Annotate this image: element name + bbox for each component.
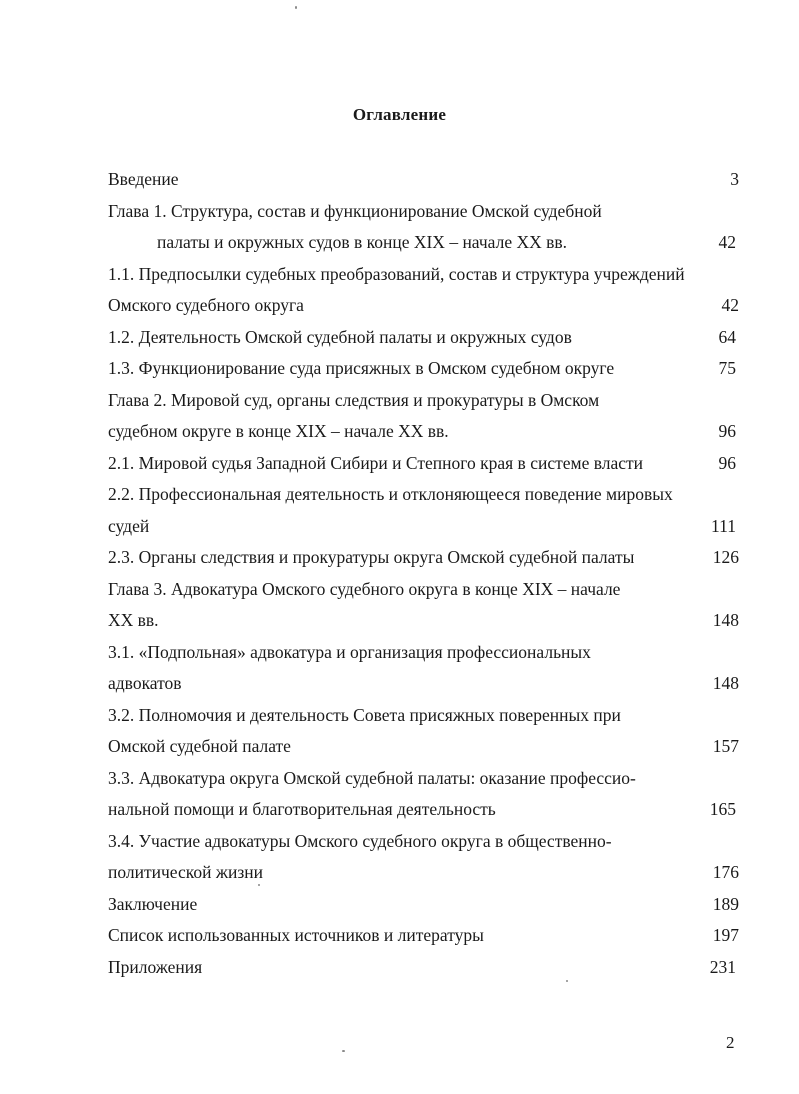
- toc-entry-section-2-1: 2.1. Мировой судья Западной Сибири и Степного края в системе власти: [108, 453, 644, 473]
- toc-entry-chapter-1: Глава 1. Структура, состав и функционирование Омской судебной: [108, 201, 602, 221]
- toc-page-chapter-2: 96: [718, 421, 736, 441]
- toc-entry-section-3-2: 3.2. Полномочия и деятельность Совета присяжных поверенных при: [108, 705, 621, 725]
- toc-entry-conclusion: Заключение: [108, 894, 198, 914]
- toc-entry-section-3-3-cont: нальной помощи и благотворительная деятельность: [108, 799, 496, 819]
- toc-page-section-3-4: 176: [712, 862, 739, 882]
- scan-speck: [295, 6, 297, 9]
- toc-entry-chapter-3: Глава 3. Адвокатура Омского судебного округа в конце XIX – начале: [108, 579, 621, 599]
- toc-entry-section-3-1-cont: адвокатов: [108, 673, 182, 693]
- toc-page-section-1-3: 75: [718, 358, 736, 378]
- toc-entry-appendices: Приложения: [108, 957, 203, 977]
- toc-page-section-2-2: 111: [711, 516, 736, 536]
- toc-page-conclusion: 189: [712, 894, 739, 914]
- toc-entry-section-3-4: 3.4. Участие адвокатуры Омского судебного округа в общественно-: [108, 831, 612, 851]
- toc-title: Оглавление: [352, 105, 447, 124]
- toc-entry-section-2-2-cont: судей: [108, 516, 150, 536]
- toc-page-section-3-1: 148: [712, 673, 739, 693]
- toc-entry-chapter-2: Глава 2. Мировой суд, органы следствия и прокуратуры в Омском: [108, 390, 600, 410]
- toc-entry-section-1-1-cont: Омского судебного округа: [108, 295, 304, 315]
- toc-entry-chapter-3-cont: XX вв.: [108, 610, 159, 630]
- toc-entry-section-2-3: 2.3. Органы следствия и прокуратуры округа Омской судебной палаты: [108, 547, 635, 567]
- toc-entry-section-1-3: 1.3. Функционирование суда присяжных в Омском судебном округе: [108, 358, 615, 378]
- toc-page-chapter-3: 148: [712, 610, 739, 630]
- scan-speck: [342, 1050, 345, 1052]
- toc-page-section-1-2: 64: [718, 327, 736, 347]
- toc-page-section-2-3: 126: [712, 547, 739, 567]
- toc-page-section-1-1: 42: [721, 295, 739, 315]
- toc-page-appendices: 231: [709, 957, 736, 977]
- toc-entry-section-1-1: 1.1. Предпосылки судебных преобразований, состав и структура учреждений: [108, 264, 685, 284]
- toc-entry-bibliography: Список использованных источников и литературы: [108, 925, 484, 945]
- page-number: 2: [726, 1033, 735, 1052]
- toc-entry-section-3-2-cont: Омской судебной палате: [108, 736, 291, 756]
- toc-entry-section-3-4-cont: политической жизни: [108, 862, 263, 882]
- scan-speck: [566, 980, 568, 982]
- toc-page-section-2-1: 96: [718, 453, 736, 473]
- toc-page-section-3-3: 165: [709, 799, 736, 819]
- toc-entry-chapter-1-cont: палаты и окружных судов в конце XIX – начале XX вв.: [157, 232, 568, 252]
- toc-entry-chapter-2-cont: судебном округе в конце XIX – начале XX вв.: [108, 421, 449, 441]
- toc-entry-section-3-3: 3.3. Адвокатура округа Омской судебной палаты: оказание профессио-: [108, 768, 636, 788]
- toc-entry-section-1-2: 1.2. Деятельность Омской судебной палаты и окружных судов: [108, 327, 572, 347]
- toc-entry-section-3-1: 3.1. «Подпольная» адвокатура и организация профессиональных: [108, 642, 591, 662]
- toc-entry-introduction: Введение: [108, 169, 179, 189]
- toc-entry-section-2-2: 2.2. Профессиональная деятельность и отклоняющееся поведение мировых: [108, 484, 673, 504]
- scan-speck: [258, 884, 260, 886]
- toc-page-section-3-2: 157: [712, 736, 739, 756]
- toc-page-introduction: 3: [730, 169, 739, 189]
- toc-page-chapter-1: 42: [718, 232, 736, 252]
- toc-page-bibliography: 197: [712, 925, 739, 945]
